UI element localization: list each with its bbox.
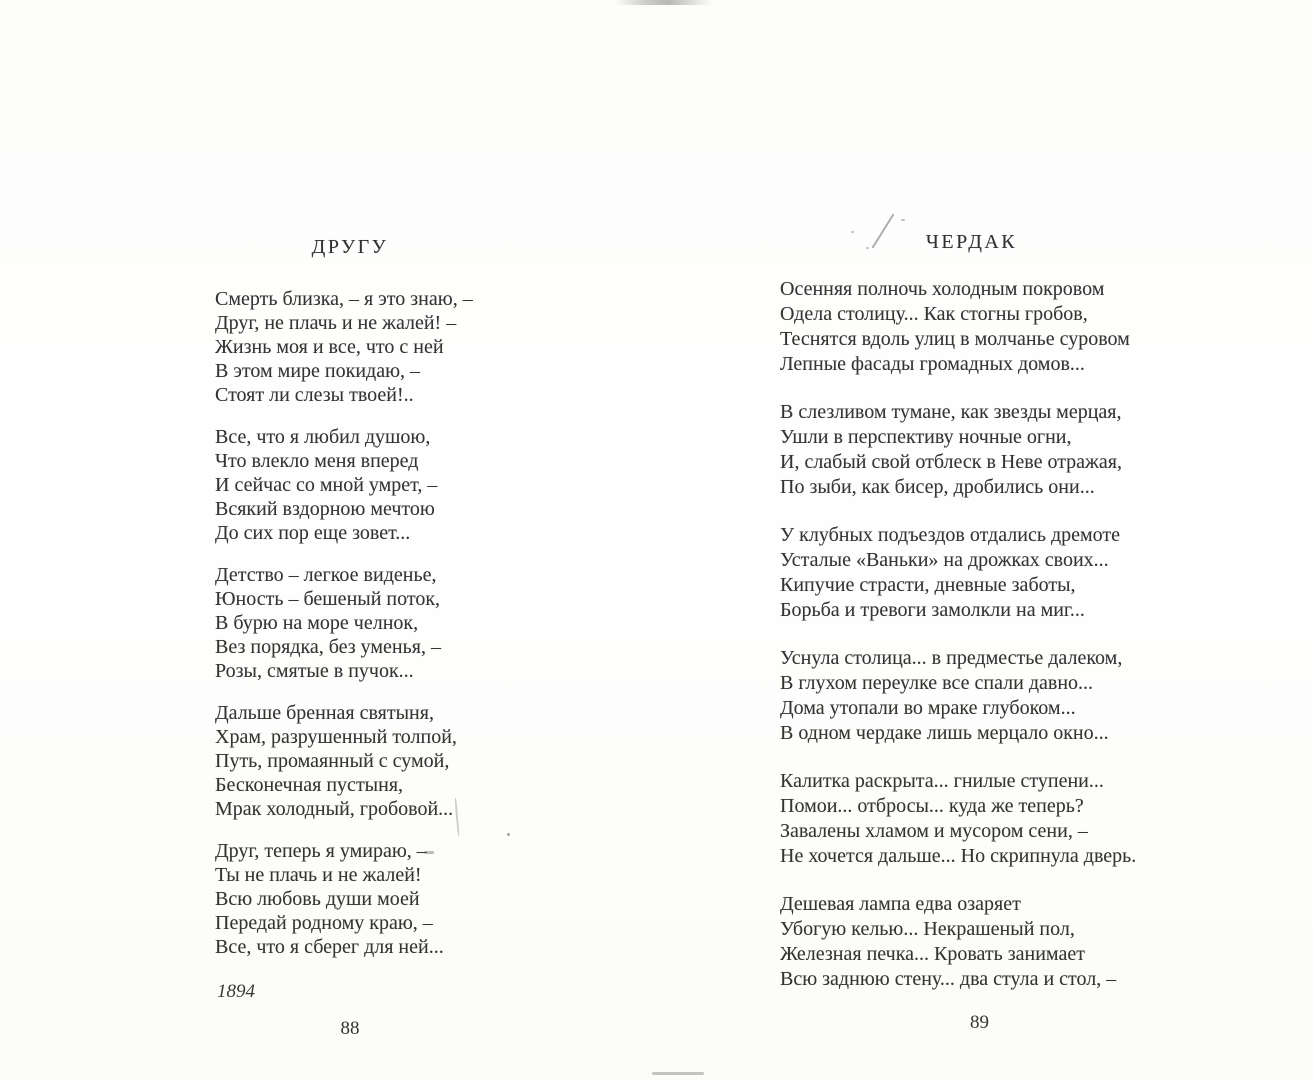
poem-line: Жизнь моя и все, что с ней: [215, 336, 444, 358]
poem-line: У клубных подъездов отдались дремоте: [780, 524, 1121, 546]
poem-line: Помои... отбросы... куда же теперь?: [780, 795, 1084, 817]
poem-line: В этом мире покидаю, –: [215, 360, 421, 382]
poem-line: В бурю на море челнок,: [215, 612, 419, 634]
stanza: [780, 892, 1277, 992]
poem-line: Борьба и тревоги замолкли на миг...: [780, 599, 1085, 621]
poem-line: Друг, теперь я умираю, –: [215, 840, 427, 862]
scan-smudge-bottom-edge: [652, 1072, 704, 1075]
poem-date: 1894: [217, 981, 255, 1002]
poem-line: Стоят ли слезы твоей!..: [215, 384, 414, 406]
poem-line: Дома утопали во мраке глубоком...: [780, 697, 1076, 719]
poem-line: Бесконечная пустыня,: [215, 774, 404, 796]
page-number-right: 89: [970, 1012, 989, 1033]
poem-title-left: ДРУГУ: [311, 236, 389, 258]
poem-line: Уснула столица... в предместье далеком,: [780, 647, 1123, 669]
poem-line: Что влекло меня вперед: [215, 450, 419, 472]
poem-line: Всю любовь души моей: [215, 888, 420, 910]
poem-line: Железная печка... Кровать занимает: [780, 943, 1085, 965]
poem-line: Осенняя полночь холодным покровом: [780, 278, 1105, 300]
poem-line: Смерть близка, – я это знаю, –: [215, 288, 473, 310]
poem-line: Завалены хламом и мусором сени, –: [780, 820, 1088, 842]
poem-line: Передай родному краю, –: [215, 912, 433, 934]
poem-body-left: [215, 287, 593, 977]
stanza: [215, 701, 593, 821]
poem-line: И, слабый свой отблеск в Неве отражая,: [780, 451, 1122, 473]
poem-line: Дешевая лампа едва озаряет: [780, 893, 1021, 915]
poem-line: Теснятся вдоль улиц в молчанье суровом: [780, 328, 1130, 350]
poem-line: И сейчас со мной умрет, –: [215, 474, 438, 496]
stanza: [780, 646, 1277, 746]
scan-speck: [507, 833, 510, 836]
poem-line: Храм, разрушенный толпой,: [215, 726, 457, 748]
poem-line: Все, что я сберег для ней...: [215, 936, 444, 958]
pencil-speck: [866, 247, 869, 249]
pencil-speck: [901, 219, 905, 221]
stanza: [780, 523, 1277, 623]
stanza: [215, 287, 593, 407]
poem-line: Ушли в перспективу ночные огни,: [780, 426, 1072, 448]
stanza: [215, 425, 593, 545]
stanza: [780, 277, 1277, 377]
poem-line: Всякий вздорною мечтою: [215, 498, 435, 520]
stanza: [215, 563, 593, 683]
scan-smudge-top-edge: [615, 0, 712, 5]
poem-line: До сих пор еще зовет...: [215, 522, 411, 544]
poem-line: В слезливом тумане, как звезды мерцая,: [780, 401, 1122, 423]
poem-line: Убогую келью... Некрашеный пол,: [780, 918, 1075, 940]
poem-line: Дальше бренная святыня,: [215, 702, 434, 724]
poem-line: Ты не плачь и не жалей!: [215, 864, 422, 886]
poem-line: Кипучие страсти, дневные заботы,: [780, 574, 1076, 596]
poem-line: В одном чердаке лишь мерцало окно...: [780, 722, 1109, 744]
poem-line: Мрак холодный, гробовой...: [215, 798, 454, 820]
poem-line: Лепные фасады громадных домов...: [780, 353, 1085, 375]
poem-line: Друг, не плачь и не жалей! –: [215, 312, 457, 334]
poem-line: Усталые «Ваньки» на дрожках своих...: [780, 549, 1109, 571]
poem-line: Всю заднюю стену... два стула и стол, –: [780, 968, 1117, 990]
poem-line: Все, что я любил душою,: [215, 426, 431, 448]
stanza: [215, 839, 593, 959]
pencil-speck: [851, 231, 854, 233]
poem-title-right: ЧЕРДАК: [925, 231, 1018, 253]
poem-line: Калитка раскрыта... гнилые ступени...: [780, 770, 1104, 792]
stanza: [780, 769, 1277, 869]
poem-line: Розы, смятые в пучок...: [215, 660, 414, 682]
poem-line: В глухом переулке все спали давно...: [780, 672, 1094, 694]
stanza: [780, 400, 1277, 500]
poem-line: Детство – легкое виденье,: [215, 564, 437, 586]
page-number-left: 88: [340, 1018, 360, 1039]
poem-line: Не хочется дальше... Но скрипнула дверь.: [780, 845, 1137, 867]
poem-line: Одела столицу... Как стогны гробов,: [780, 303, 1088, 325]
poem-line: Путь, промаянный с сумой,: [215, 750, 450, 772]
poem-line: По зыби, как бисер, дробились они...: [780, 476, 1095, 498]
scan-speck: [424, 851, 434, 854]
poem-line: Юность – бешеный поток,: [215, 588, 441, 610]
poem-line: Вез порядка, без уменья, –: [215, 636, 441, 658]
poem-body-right: [780, 277, 1277, 1015]
